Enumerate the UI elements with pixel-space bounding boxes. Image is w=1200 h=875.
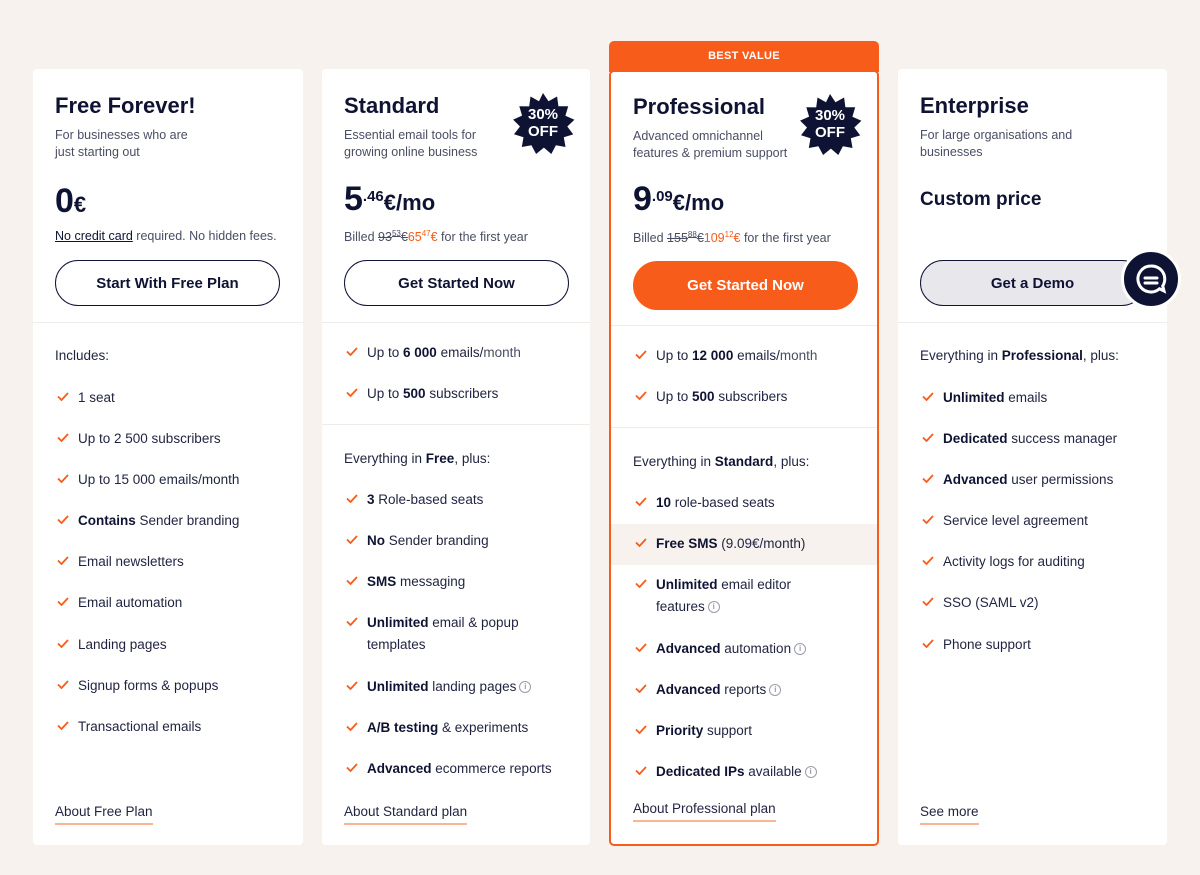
check-icon bbox=[922, 556, 934, 565]
check-icon bbox=[922, 433, 934, 442]
plan-description: For businesses who are just starting out bbox=[55, 128, 188, 159]
check-icon bbox=[922, 392, 934, 401]
feature-item: Transactional emails bbox=[55, 716, 285, 738]
feature-item: Up to 2 500 subscribers bbox=[55, 428, 285, 450]
plan-name: Enterprise bbox=[920, 93, 1029, 118]
feature-item: 10 role-based seats bbox=[633, 492, 863, 514]
plan-description: Advanced omnichannel features & premium support bbox=[633, 129, 788, 160]
price-note: Billed $155^{88}€109^{12}€$ for the first year bbox=[633, 230, 831, 246]
feature-item: No Sender branding bbox=[344, 530, 574, 552]
feature-item: Unlimited email editor features i bbox=[633, 574, 823, 618]
feature-item: Dedicated success manager bbox=[920, 428, 1150, 450]
get-started-professional-button[interactable]: Get Started Now bbox=[633, 261, 858, 310]
start-free-plan-button[interactable]: Start With Free Plan bbox=[55, 260, 280, 306]
price-unit: €/mo bbox=[672, 190, 725, 215]
check-icon bbox=[57, 556, 69, 565]
about-free-plan-link[interactable]: About Free Plan bbox=[55, 804, 153, 825]
plan-card-free bbox=[33, 69, 303, 845]
plan-price bbox=[55, 181, 86, 225]
feature-item: Advanced user permissions bbox=[920, 469, 1150, 491]
check-icon bbox=[57, 639, 69, 648]
feature-item: Contains Sender branding bbox=[55, 510, 285, 532]
plan-name: Professional bbox=[633, 94, 766, 119]
divider bbox=[33, 322, 303, 323]
check-icon bbox=[346, 494, 358, 503]
feature-item: 3 Role-based seats bbox=[344, 489, 574, 511]
divider bbox=[322, 424, 590, 425]
get-a-demo-button[interactable]: Get a Demo bbox=[920, 260, 1145, 306]
feature-item: Unlimited landing pages i bbox=[344, 676, 574, 698]
badge-text bbox=[510, 106, 576, 140]
price-unit: €/mo bbox=[383, 190, 436, 215]
price-currency: € bbox=[73, 192, 87, 217]
discount-badge bbox=[510, 93, 576, 159]
price-integer: 5 bbox=[344, 180, 363, 218]
check-icon bbox=[922, 639, 934, 648]
check-icon bbox=[346, 347, 358, 356]
about-standard-plan-link[interactable]: About Standard plan bbox=[344, 804, 467, 825]
badge-text bbox=[797, 107, 863, 141]
info-icon[interactable]: i bbox=[794, 643, 806, 655]
divider bbox=[611, 325, 877, 326]
feature-item: Email automation bbox=[55, 592, 285, 614]
info-icon[interactable]: i bbox=[805, 766, 817, 778]
check-icon bbox=[922, 474, 934, 483]
check-icon bbox=[635, 579, 647, 588]
section-heading: Everything in Professional, plus: bbox=[920, 348, 1119, 363]
check-icon bbox=[635, 497, 647, 506]
chat-widget-button[interactable] bbox=[1121, 249, 1181, 309]
check-icon bbox=[57, 474, 69, 483]
check-icon bbox=[346, 576, 358, 585]
check-icon bbox=[346, 763, 358, 772]
feature-item: SSO (SAML v2) bbox=[920, 592, 1150, 614]
feature-item: Up to 6 000 emails/month bbox=[344, 342, 574, 364]
price-decimal: .09 bbox=[651, 188, 673, 205]
feature-item: Signup forms & popups bbox=[55, 675, 285, 697]
feature-item: SMS messaging bbox=[344, 571, 574, 593]
divider bbox=[611, 427, 877, 428]
feature-item: 1 seat bbox=[55, 387, 285, 409]
plan-card-professional bbox=[609, 50, 879, 846]
feature-item: Landing pages bbox=[55, 634, 285, 656]
price-note bbox=[55, 229, 277, 243]
plan-description: Essential email tools for growing online business bbox=[344, 128, 478, 159]
info-icon[interactable]: i bbox=[708, 601, 720, 613]
discount-badge bbox=[797, 94, 863, 160]
section-heading: Everything in Free, plus: bbox=[344, 451, 491, 466]
plan-description: For large organisations and businesses bbox=[920, 128, 1073, 159]
check-icon bbox=[57, 515, 69, 524]
get-started-standard-button[interactable]: Get Started Now bbox=[344, 260, 569, 306]
discounted-price: $109^{12}€$ bbox=[703, 230, 741, 246]
plan-price bbox=[633, 179, 724, 223]
no-credit-card-link[interactable]: No credit card bbox=[55, 229, 133, 243]
plan-price bbox=[344, 179, 435, 223]
feature-item: Free SMS (9.09€/month) bbox=[633, 533, 863, 555]
check-icon bbox=[57, 433, 69, 442]
feature-item: Unlimited email & popup templates bbox=[344, 612, 539, 656]
check-icon bbox=[635, 538, 647, 547]
check-icon bbox=[57, 721, 69, 730]
check-icon bbox=[346, 722, 358, 731]
check-icon bbox=[346, 388, 358, 397]
badge-text-line: 30% bbox=[814, 107, 846, 124]
feature-item: Dedicated IPs available i bbox=[633, 761, 863, 783]
section-heading: Everything in Standard, plus: bbox=[633, 454, 810, 469]
best-value-banner: BEST VALUE bbox=[609, 41, 879, 72]
feature-item: Priority support bbox=[633, 720, 863, 742]
feature-item: Up to 500 subscribers bbox=[633, 386, 863, 408]
price-integer: 0 bbox=[55, 182, 74, 220]
feature-item: Unlimited emails bbox=[920, 387, 1150, 409]
check-icon bbox=[57, 597, 69, 606]
plan-name: Standard bbox=[344, 93, 440, 118]
chat-icon bbox=[1124, 252, 1178, 306]
custom-price: Custom price bbox=[920, 189, 1042, 210]
about-professional-plan-link[interactable]: About Professional plan bbox=[633, 801, 776, 822]
divider bbox=[898, 322, 1167, 323]
badge-text-line: 30% bbox=[527, 106, 559, 123]
check-icon bbox=[346, 617, 358, 626]
check-icon bbox=[57, 680, 69, 689]
check-icon bbox=[346, 535, 358, 544]
see-more-link[interactable]: See more bbox=[920, 804, 979, 825]
feature-item: Up to 500 subscribers bbox=[344, 383, 574, 405]
badge-text-line: OFF bbox=[528, 123, 558, 140]
feature-item: Up to 15 000 emails/month bbox=[55, 469, 285, 491]
feature-item: A/B testing & experiments bbox=[344, 717, 574, 739]
price-note: Billed $93^{53}€65^{47}€$ for the first year bbox=[344, 229, 528, 245]
check-icon bbox=[635, 766, 647, 775]
plan-name: Free Forever! bbox=[55, 93, 196, 118]
check-icon bbox=[922, 515, 934, 524]
feature-item: Email newsletters bbox=[55, 551, 285, 573]
check-icon bbox=[922, 597, 934, 606]
feature-item: Activity logs for auditing bbox=[920, 551, 1150, 573]
feature-item: Advanced reports i bbox=[633, 679, 863, 701]
old-price: $93^{53}€$ bbox=[378, 229, 408, 245]
badge-text-line: OFF bbox=[815, 124, 845, 141]
section-heading: Includes: bbox=[55, 348, 110, 363]
discounted-price: $65^{47}€$ bbox=[407, 229, 438, 245]
feature-item: Advanced automation i bbox=[633, 638, 863, 660]
plan-card-standard bbox=[322, 69, 590, 845]
price-integer: 9 bbox=[633, 180, 652, 218]
info-icon[interactable]: i bbox=[769, 684, 781, 696]
feature-item: Phone support bbox=[920, 634, 1150, 656]
check-icon bbox=[635, 643, 647, 652]
divider bbox=[322, 322, 590, 323]
old-price: $155^{88}€$ bbox=[667, 230, 704, 246]
plan-card-enterprise bbox=[898, 69, 1167, 845]
feature-item: Up to 12 000 emails/month bbox=[633, 345, 863, 367]
info-icon[interactable]: i bbox=[519, 681, 531, 693]
check-icon bbox=[346, 681, 358, 690]
check-icon bbox=[635, 684, 647, 693]
feature-item: Service level agreement bbox=[920, 510, 1150, 532]
feature-item: Advanced ecommerce reports bbox=[344, 758, 574, 780]
price-note-rest: required. No hidden fees. bbox=[132, 229, 277, 243]
check-icon bbox=[635, 350, 647, 359]
price-decimal: .46 bbox=[362, 188, 384, 205]
check-icon bbox=[635, 391, 647, 400]
check-icon bbox=[57, 392, 69, 401]
check-icon bbox=[635, 725, 647, 734]
